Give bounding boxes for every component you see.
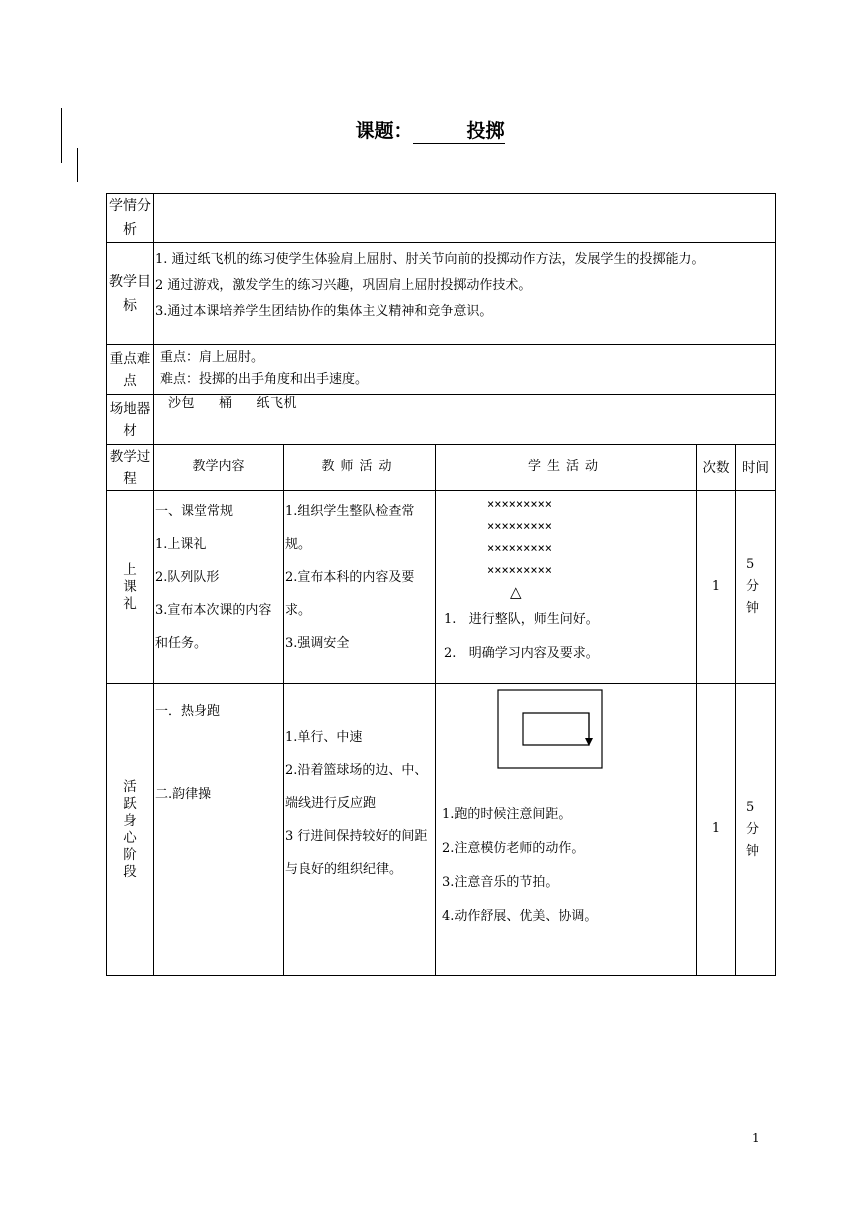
teacher-line: 1.单行、中速 [285,730,363,745]
key-points-row [107,345,776,395]
court-outline [498,690,602,768]
goal-item: 2 通过游戏，激发学生的练习兴趣，巩固肩上屈肘投掷动作技术。 [155,278,532,293]
header-student: 学生活动 [436,445,697,491]
goal-item: 3.通过本课培养学生团结协作的集体主义精神和竞争意识。 [155,304,493,319]
lesson-plan-table [106,193,776,976]
content-line: 一、课堂常规 [155,504,234,519]
student-line: 2.注意模仿老师的动作。 [442,841,585,856]
content-line: 3.宣布本次课的内容和任务。 [155,603,272,651]
goals-label: 教学目标 [107,243,154,345]
situation-label: 学情分析 [107,194,154,243]
equipment-item: 纸飞机 [256,396,298,411]
content-line: 2.队列队形 [155,570,220,585]
route-inner [523,713,589,745]
formation-row: ××××××××× [487,563,553,577]
key-points-label: 重点难点 [107,345,154,395]
time-value: 5 [746,799,755,815]
phase-time [736,491,776,684]
student-line: 1. 进行整队，师生问好。 [444,612,599,627]
page-number: 1 [752,1131,760,1145]
title-subject: 投掷 [413,116,505,144]
formation-row: ××××××××× [487,541,553,555]
goals-content [154,243,776,345]
situation-content [154,194,776,243]
situation-row [107,194,776,243]
student-line: 3.注意音乐的节拍。 [442,875,559,890]
header-teacher: 教师活动 [284,445,436,491]
key-points-content [154,345,776,395]
content-line: 一．热身跑 [155,704,221,719]
header-duration: 时间 [736,445,776,491]
header-process: 教学过程 [107,445,154,491]
margin-mark [77,148,78,182]
running-route-diagram [436,688,697,772]
equipment-label: 场地器材 [107,395,154,445]
teacher-position-marker: △ [510,583,522,601]
phase-name [107,491,154,684]
content-line: 二.韵律操 [155,786,212,802]
goals-row [107,243,776,345]
column-header-row [107,445,776,491]
teacher-line: 2.沿着篮球场的边、中、端线进行反应跑 [285,763,428,811]
student-activity [436,684,697,976]
student-line: 4.动作舒展、优美、协调。 [442,909,598,924]
phase-name-text: 活跃身心阶段 [123,778,137,880]
teacher-line: 2.宣布本科的内容及要求。 [285,570,415,618]
phase-row [107,491,776,684]
page-title [0,116,860,144]
formation-row: ××××××××× [487,519,553,533]
phase-count: 1 [697,684,736,976]
difficulty-point: 难点：投掷的出手角度和出手速度。 [160,372,369,387]
teacher-line: 3.强调安全 [285,636,350,651]
teacher-line: 1.组织学生整队检查常规。 [285,504,415,552]
header-times: 次数 [697,445,736,491]
equipment-item: 桶 [219,396,233,411]
equipment-item: 沙包 [168,396,196,411]
teacher-activity [284,491,436,684]
focus-point: 重点：肩上屈肘。 [160,350,265,365]
student-line: 2. 明确学习内容及要求。 [444,646,599,661]
time-unit: 分钟 [746,821,760,859]
phase-name-text: 上课礼 [123,561,137,612]
time-unit: 分钟 [746,579,760,616]
time-value: 5 [746,557,755,572]
phase-time [736,684,776,976]
phase-content [154,684,284,976]
formation-row: ××××××××× [487,497,553,511]
phase-count: 1 [697,491,736,684]
student-activity [436,491,697,684]
student-line: 1.跑的时候注意间距。 [442,807,572,822]
title-prefix: 课题： [355,120,413,142]
equipment-list [154,395,776,445]
goal-item: 1. 通过纸飞机的练习使学生体验肩上屈肘、肘关节向前的投掷动作方法，发展学生的投掷能力。 [155,252,705,267]
phase-name [107,684,154,976]
header-content: 教学内容 [154,445,284,491]
phase-row [107,684,776,976]
equipment-row [107,395,776,445]
teacher-activity [284,684,436,976]
content-line: 1.上课礼 [155,537,207,552]
phase-content [154,491,284,684]
teacher-line: 3 行进间保持较好的间距与良好的组织纪律。 [285,829,428,877]
